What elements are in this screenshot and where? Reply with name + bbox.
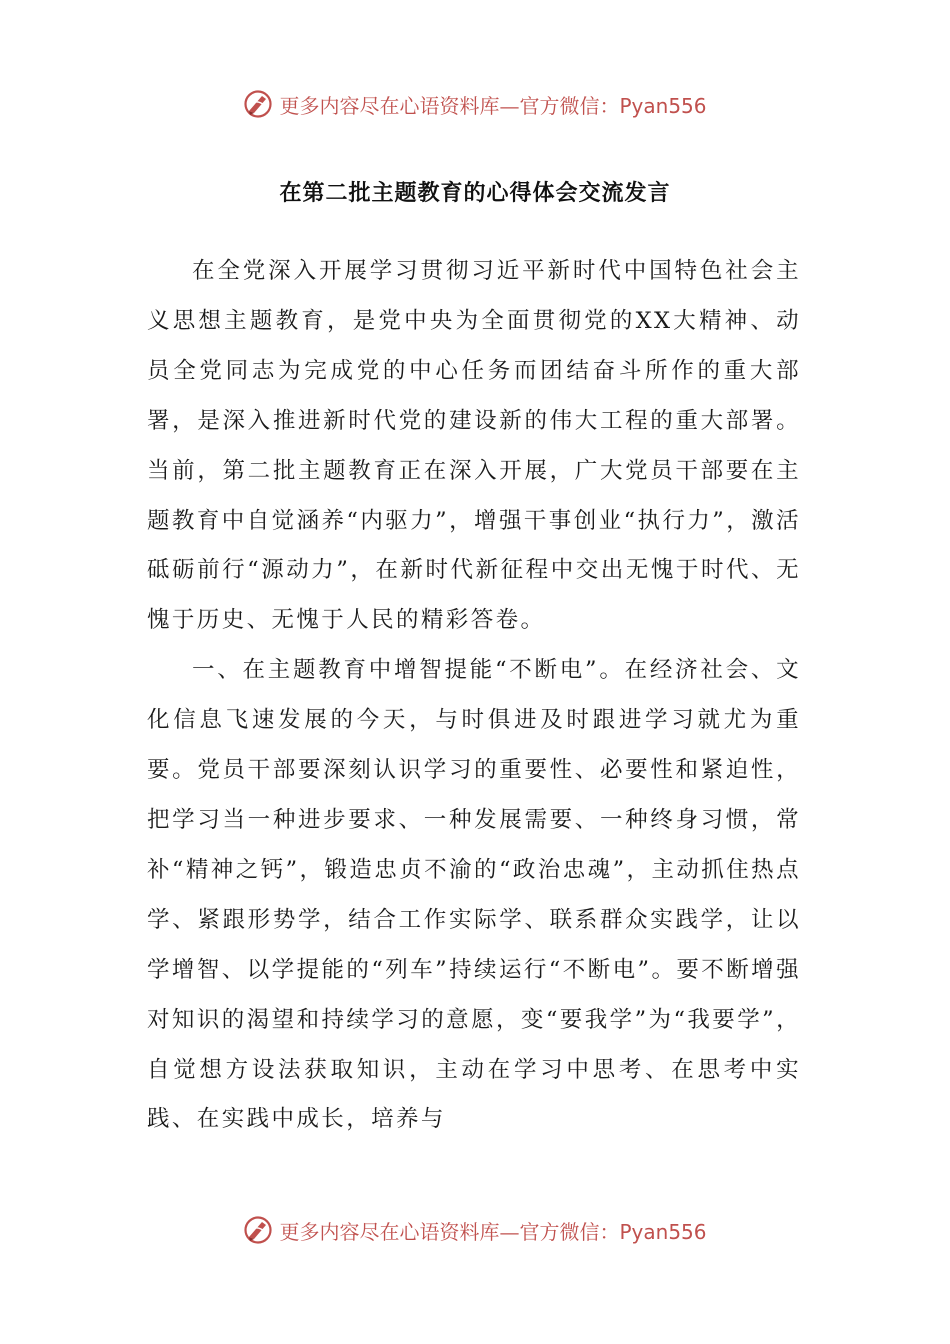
footer-banner bbox=[0, 1210, 950, 1250]
document-title: 在第二批主题教育的心得体会交流发言 bbox=[279, 181, 671, 206]
header-banner bbox=[0, 84, 950, 124]
header-banner-text bbox=[279, 90, 706, 119]
pen-circle-icon bbox=[243, 89, 273, 119]
pen-circle-icon bbox=[243, 1215, 273, 1245]
footer-banner-slogan: 更多内容尽在心语资料库—官方微信： bbox=[279, 1219, 620, 1244]
paragraph: 一、在主题教育中增智提能“不断电”。在经济社会、文化信息飞速发展的今天，与时俱进及时跟进学习就尤为重要。党员干部要深刻认识学习的重要性、必要性和紧迫性，把学习当一种进步要求、一种发展需要、一种终身习惯，常补“精神之钙”，锻造忠贞不渝的“政治忠魂”，主动抓住热点学、紧跟形势学，结合工作实际学、联系群众实践学，让以学增智、以学提能的“列车”持续运行“不断电”。要不断增强对知识的渴望和持续学习的意愿，变“要我学”为“我要学”，自觉想方设法获取知识，主动在学习中思考、在思考中实践、在实践中成长，培养与 bbox=[147, 657, 801, 1133]
header-banner-wechat-id: Pyan556 bbox=[619, 93, 707, 118]
paragraph: 在全党深入开展学习贯彻习近平新时代中国特色社会主义思想主题教育，是党中央为全面贯彻党的XX大精神、动员全党同志为完成党的中心任务而团结奋斗所作的重大部署，是深入推进新时代党的建设新的伟大工程的重大部署。当前，第二批主题教育正在深入开展，广大党员干部要在主题教育中自觉涵养“内驱力”，增强干事创业“执行力”，激活砥砺前行“源动力”，在新时代新征程中交出无愧于时代、无愧于历史、无愧于人民的精彩答卷。 bbox=[147, 258, 801, 634]
header-banner-slogan: 更多内容尽在心语资料库—官方微信： bbox=[279, 93, 620, 118]
document-body bbox=[147, 247, 801, 1145]
footer-banner-text bbox=[279, 1216, 706, 1245]
footer-banner-wechat-id: Pyan556 bbox=[619, 1219, 707, 1244]
